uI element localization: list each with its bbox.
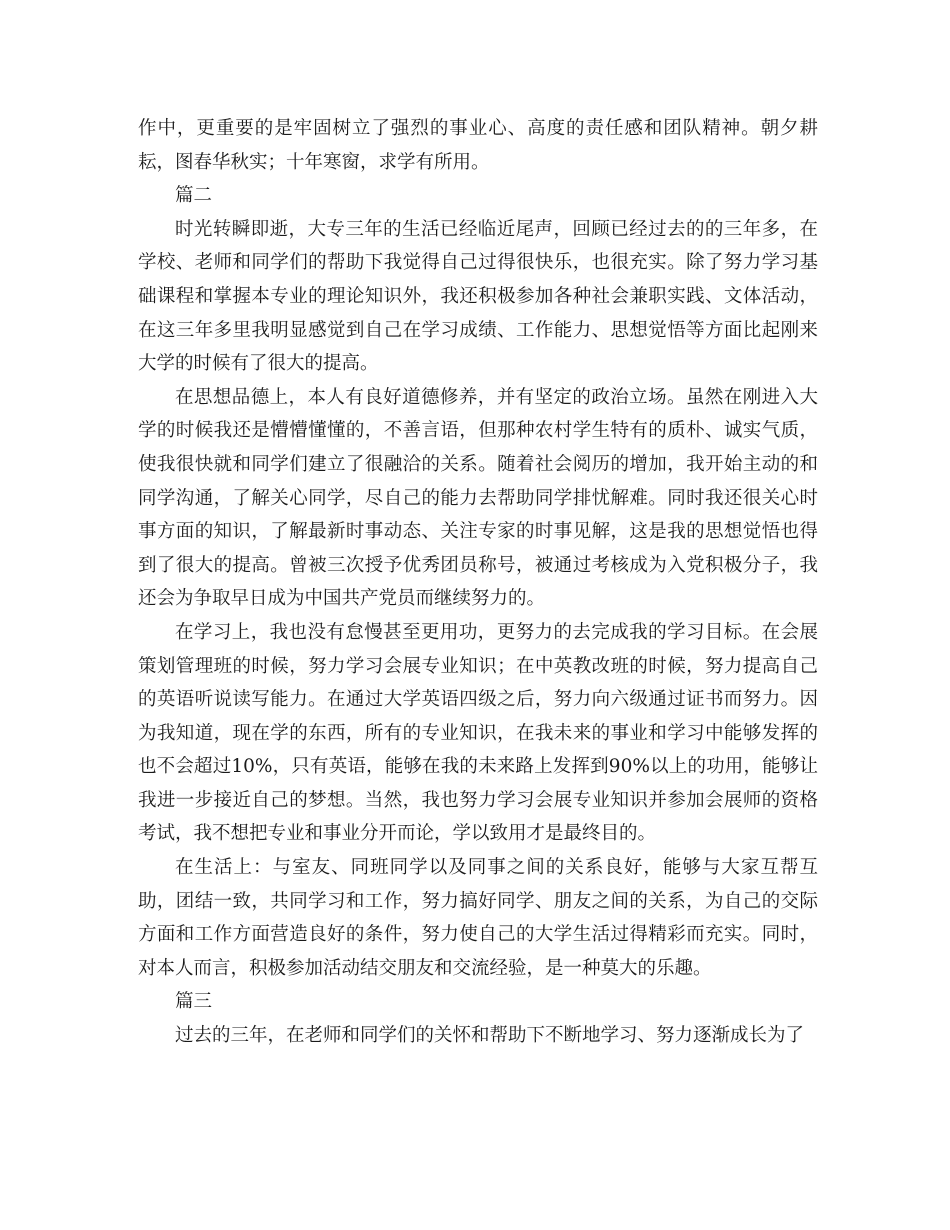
paragraph-final: 过去的三年，在老师和同学们的关怀和帮助下不断地学习、努力逐渐成长为了 (175, 1025, 805, 1047)
section-heading-2: 篇二 (175, 185, 213, 207)
paragraph-intro: 时光转瞬即逝，大专三年的生活已经临近尾声，回顾已经过去的的三年多，在学校、老师和同学们的帮助下我觉得自己过得很快乐，也很充实。除了努力学习基础课程和掌握本专业的理论知识外，我还积极参加各种社会兼职实践、文体活动，在这三年多里我明显感觉到自己在学习成绩、工作能力、思想觉悟等方面比起刚来大学的时候有了很大的提高。 (138, 218, 818, 375)
document-body (138, 112, 818, 1053)
paragraph-ideology: 在思想品德上，本人有良好道德修养，并有坚定的政治立场。虽然在刚进入大学的时候我还是懵懵懂懂的，不善言语，但那种农村学生特有的质朴、诚实气质，使我很快就和同学们建立了很融洽的关系。随着社会阅历的增加，我开始主动的和同学沟通，了解关心同学，尽自己的能力去帮助同学排忧解难。同时我还很关心时事方面的知识，了解最新时事动态、关注专家的时事见解，这是我的思想觉悟也得到了很大的提高。曾被三次授予优秀团员称号，被通过考核成为入党积极分子，我还会为争取早日成为中国共产党员而继续努力的。 (138, 386, 818, 610)
section-heading-3: 篇三 (175, 991, 213, 1013)
paragraph-life: 在生活上：与室友、同班同学以及同事之间的关系良好，能够与大家互帮互助，团结一致，共同学习和工作，努力搞好同学、朋友之间的关系，为自己的交际方面和工作方面营造良好的条件，努力使自己的大学生活过得精彩而充实。同时，对本人而言，积极参加活动结交朋友和交流经验，是一种莫大的乐趣。 (138, 857, 818, 979)
paragraph-study: 在学习上，我也没有怠慢甚至更用功，更努力的去完成我的学习目标。在会展策划管理班的时候，努力学习会展专业知识；在中英教改班的时候，努力提高自己的英语听说读写能力。在通过大学英语四级之后，努力向六级通过证书而努力。因为我知道，现在学的东西，所有的专业知识，在我未来的事业和学习中能够发挥的也不会超过10%，只有英语，能够在我的未来路上发挥到90%以上的功用，能够让我进一步接近自己的梦想。当然，我也努力学习会展专业知识并参加会展师的资格考试，我不想把专业和事业分开而论，学以致用才是最终目的。 (138, 621, 818, 845)
paragraph-continued: 作中，更重要的是牢固树立了强烈的事业心、高度的责任感和团队精神。朝夕耕耘，图春华秋实；十年寒窗，求学有所用。 (138, 118, 818, 173)
